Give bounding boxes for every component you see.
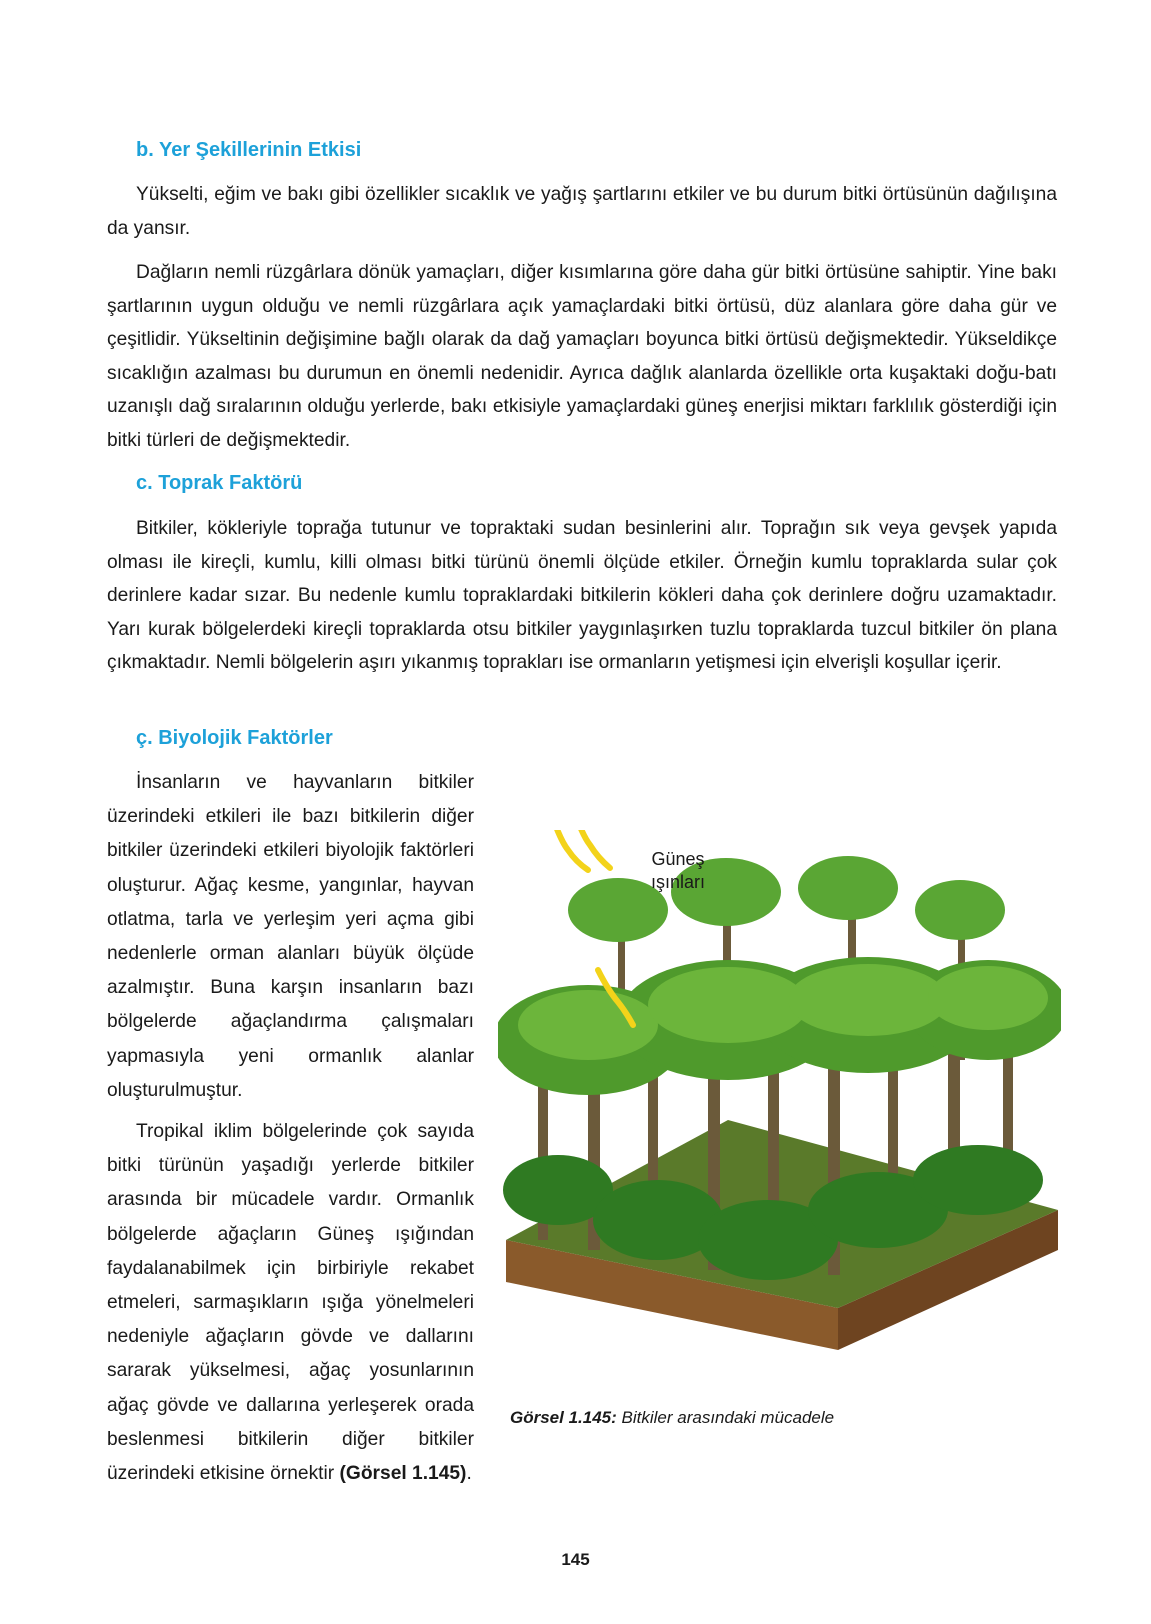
paragraph-b1: Yükselti, eğim ve bakı gibi özellikler sıcaklık ve yağış şartlarını etkiler ve bu durum bitki örtüsünün dağılışına da yansır. [107, 184, 1057, 239]
heading-toprak-faktoru: c. Toprak Faktörü [136, 472, 303, 494]
sun-rays-label [638, 848, 718, 894]
emergent-trees [568, 856, 1005, 942]
figure-caption-label: Görsel 1.145: [510, 1408, 617, 1427]
figure-caption [510, 1408, 834, 1428]
heading-biyolojik-faktorler: ç. Biyolojik Faktörler [136, 727, 333, 749]
page-number: 145 [561, 1550, 590, 1569]
paragraph-cc1: İnsanların ve hayvanların bitkiler üzerindeki etkileri ile bazı bitkilerin diğer bitkiler üzerindeki etkileri biyolojik faktörleri oluşturur. Ağaç kesme, yangınlar, hayvan otlatma, tarla ve yerleşim yeri açma gibi nedenlerle orman alanları büyük ölçüde azalmıştır. Buna karşın insanların bazı bölgelerde ağaçlandırma çalışmaları yapmasıyla yeni ormanlık alanlar oluşturulmuştur. [107, 772, 474, 1101]
figure-reference: (Görsel 1.145) [339, 1463, 467, 1485]
figure-caption-text: Bitkiler arasındaki mücadele [621, 1408, 835, 1427]
rainforest-illustration [498, 830, 1061, 1350]
sun-rays-label-line1: Güneş [651, 849, 705, 869]
paragraph-cc2 [107, 1115, 474, 1491]
paragraph-b2: Dağların nemli rüzgârlara dönük yamaçları, diğer kısımlarına göre daha gür bitki örtüsüne sahiptir. Yine bakı şartlarının uygun olduğu ve nemli rüzgârlara açık yamaçlardaki bitki örtüsü, düz alanlara göre daha gür ve çeşitlidir. Yükseltinin değişimine bağlı olarak da dağ yamaçları boyunca bitki örtüsü değişmektedir. Yükseldikçe sıcaklığın azalması bu durumun en önemli nedenidir. Ayrıca dağlık alanlarda özellikle orta kuşaktaki doğu-batı uzanışlı dağ sıralarının olduğu yerlerde, bakı etkisiyle yamaçlardaki güneş enerjisi miktarı farklılık gösterdiği için bitki türleri de değişmektedir. [107, 262, 1057, 451]
paragraph-cc2-end: . [466, 1463, 472, 1485]
sun-rays-label-line2: ışınları [650, 872, 706, 892]
heading-yer-sekilleri: b. Yer Şekillerinin Etkisi [136, 139, 362, 161]
paragraph-cc2-text: Tropikal iklim bölgelerinde çok sayıda bitki türünün yaşadığı yerlerde bitkiler arasında bir mücadele vardır. Ormanlık bölgelerde ağaçların Güneş ışığından faydalanabilmek için birbiriyle rekabet etmeleri, sarmaşıkların ışığa yönelmeleri nedeniyle ağaçların gövde ve dallarını sararak yükselmesi, ağaç yosunlarının ağaç gövde ve dallarına yerleşerek orada beslenmesi bitkilerin diğer bitkiler üzerindeki etkisine örnektir [107, 1121, 474, 1485]
paragraph-c1: Bitkiler, kökleriyle toprağa tutunur ve topraktaki sudan besinlerini alır. Toprağın sık veya gevşek yapıda olması ile kireçli, kumlu, killi olması bitki türünü önemli ölçüde etkiler. Örneğin kumlu topraklarda sular çok derinlere kadar sızar. Bu nedenle kumlu topraklardaki bitkilerin kökleri daha çok derinlere doğru uzamaktadır. Yarı kurak bölgelerdeki kireçli topraklarda otsu bitkiler yaygınlaşırken tuzlu topraklarda tuzcul bitkiler ön plana çıkmaktadır. Nemli bölgelerin aşırı yıkanmış toprakları ise ormanların yetişmesi için elverişli koşullar içerir. [107, 518, 1057, 674]
